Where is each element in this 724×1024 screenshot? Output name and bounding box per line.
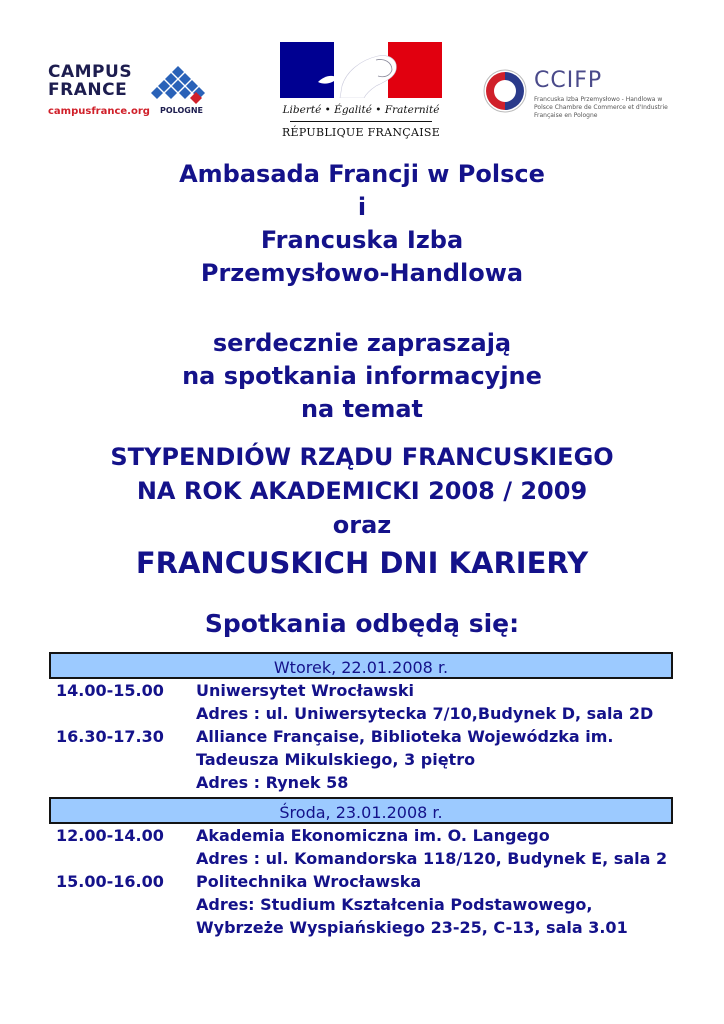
entry-line: Adres : Rynek 58	[196, 773, 349, 792]
campus-france-word-1: CAMPUS	[48, 62, 133, 82]
ccifp-logo	[482, 64, 672, 126]
careers-heading: FRANCUSKICH DNI KARIERY	[135, 546, 589, 580]
topic-line-1: STYPENDIÓW RZĄDU FRANCUSKIEGO	[110, 443, 614, 471]
ccifp-subtitle: Francuska Izba Przemysłowo - Handlowa w Polsce Chambre de Commerce et d'Industrie Française en Pologne	[534, 96, 668, 119]
republique-name: RÉPUBLIQUE FRANÇAISE	[281, 126, 441, 139]
campus-france-url: campusfrance.org	[48, 106, 150, 117]
schedule-entry	[49, 725, 673, 794]
entry-time: 14.00-15.00	[56, 681, 164, 700]
entry-line: Adres: Studium Kształcenia Podstawowego,	[196, 895, 593, 914]
topic-line-3: oraz	[332, 511, 392, 539]
entry-line: Tadeusza Mikulskiego, 3 piętro	[196, 750, 476, 769]
campus-france-word-2: FRANCE	[48, 80, 128, 100]
entry-line: Alliance Française, Biblioteka Wojewódzka im.	[196, 727, 614, 746]
intro-line-3: Francuska Izba	[260, 226, 464, 254]
invite-line-1: serdecznie zapraszają	[212, 329, 512, 357]
entry-time: 16.30-17.30	[56, 727, 164, 746]
entry-line: Adres : ul. Komandorska 118/120, Budynek E, sala 2	[196, 849, 668, 868]
invite-line-2: na spotkania informacyjne	[182, 362, 542, 390]
entry-line: Akademia Ekonomiczna im. O. Langego	[196, 826, 550, 845]
meetings-heading: Spotkania odbędą się:	[204, 609, 520, 638]
republique-francaise-logo	[280, 42, 442, 142]
schedule-day	[49, 652, 673, 794]
entry-time: 12.00-14.00	[56, 826, 164, 845]
invite-block	[0, 327, 724, 426]
entry-details	[196, 679, 673, 725]
ccifp-emblem-icon	[482, 68, 528, 114]
campus-france-logo	[48, 64, 223, 124]
campus-france-country: POLOGNE	[160, 106, 204, 115]
schedule-entry	[49, 824, 673, 870]
intro-line-4: Przemysłowo-Handlowa	[200, 259, 524, 287]
entry-details	[196, 725, 673, 794]
schedule-day	[49, 797, 673, 939]
entry-line: Uniwersytet Wrocławski	[196, 681, 414, 700]
marianne-flag-icon	[280, 42, 442, 98]
entry-line: Politechnika Wrocławska	[196, 872, 422, 891]
intro-line-1: Ambasada Francji w Polsce	[179, 160, 545, 188]
logo-row	[0, 38, 724, 148]
day-header: Środa, 23.01.2008 r.	[49, 797, 673, 824]
republique-divider	[290, 121, 432, 122]
entry-line: Wybrzeże Wyspiańskiego 23-25, C-13, sala 3.01	[196, 918, 628, 937]
schedule-entry	[49, 679, 673, 725]
republique-motto: Liberté • Égalité • Fraternité	[282, 104, 440, 116]
topic-block	[0, 440, 724, 542]
entry-time: 15.00-16.00	[56, 872, 164, 891]
entry-details	[196, 824, 673, 870]
intro-line-2: i	[357, 193, 367, 221]
entry-details	[196, 870, 673, 939]
intro-block	[0, 158, 724, 290]
day-header: Wtorek, 22.01.2008 r.	[49, 652, 673, 679]
topic-line-2: NA ROK AKADEMICKI 2008 / 2009	[136, 477, 588, 505]
schedule-entry	[49, 870, 673, 939]
ccifp-name: CCIFP	[534, 68, 603, 93]
campus-france-pyramid-icon	[138, 66, 218, 106]
invite-line-3: na temat	[300, 395, 424, 423]
schedule	[49, 652, 673, 942]
entry-line: Adres : ul. Uniwersytecka 7/10,Budynek D, sala 2D	[196, 704, 654, 723]
